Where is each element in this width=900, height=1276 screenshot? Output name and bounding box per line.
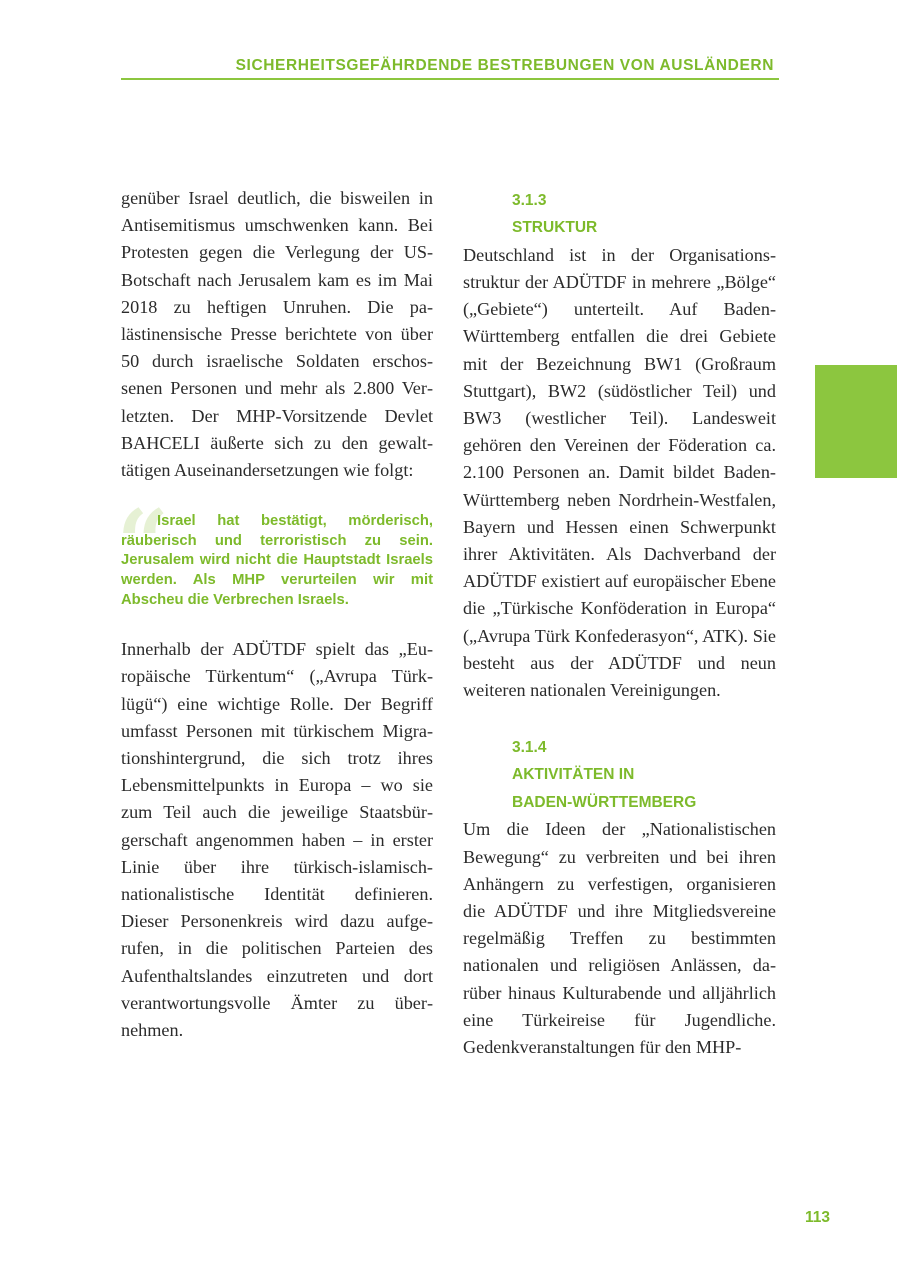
left-column <box>117 185 433 1044</box>
section-number: 3.1.3 <box>512 192 547 209</box>
header-rule <box>121 78 779 80</box>
body-paragraph: genüber Israel deutlich, die bisweilen in Antisemitismus umschwenken kann. Bei Protesten gegen die Verlegung der US-Botschaft nach Jerusalem kam es im Mai 2018 zu heftigen Unruhen. Die palästinensische Presse berichtete von über 50 durch israelische Soldaten erschossenen Personen und mehr als 2.800 Verletzten. Der MHP-Vorsitzende Devlet BAHCELI äußerte sich zu den gewalttätigen Auseinandersetzungen wie folgt: <box>121 188 433 481</box>
section-heading: AKTIVITÄTEN IN <box>512 766 635 784</box>
page-number: 113 <box>804 1209 830 1226</box>
section-heading: BADEN-WÜRTTEMBERG <box>512 793 697 811</box>
pull-quote <box>117 490 433 610</box>
body-paragraph: Um die Ideen der „Nationalistischen Bewegung“ zu verbreiten und bei ihren Anhängern zu verfestigen, organisieren die ADÜTDF und ihre Mitgliedsvereine regelmäßig Treffen zu bestimmten nationalen und religiösen Anlässen, darüber hinaus Kulturabende und alljährlich eine Türkeireise für Jugendliche. Gedenkveranstaltungen für den MHP- <box>463 819 776 1057</box>
section-number: 3.1.4 <box>512 739 547 757</box>
chapter-tab-marker <box>815 365 897 478</box>
body-paragraph: Innerhalb der ADÜTDF spielt das „Europäische Türkentum“ („Avrupa Türklügü“) eine wichtige Rolle. Der Begriff umfasst Personen mit türkischem Migrationshintergrund, die sich trotz ihres Lebensmittelpunkts in Europa – wo sie zum Teil auch die jeweilige Staatsbürgerschaft angenommen haben – in erster Linie über ihre türkisch-islamisch-nationalistische Identität definieren. Dieser Personenkreis wird dazu aufgerufen, in die politischen Parteien des Aufenthaltslandes einzutreten und dort verantwortungsvolle Ämter zu übernehmen. <box>121 639 433 1041</box>
quote-mark-icon: “ <box>117 490 169 597</box>
section-heading: STRUKTUR <box>512 219 598 237</box>
running-header-title: SICHERHEITSGEFÄHRDENDE BESTREBUNGEN VON AUSLÄNDERN <box>235 57 774 74</box>
pull-quote-text: Israel hat bestätigt, mörderisch, räuberisch und terroristisch zu sein. Jerusalem wird nicht die Hauptstadt Israels werden. Als MHP verurteilen wir mit Abscheu die Verbrechen Israels. <box>121 513 433 608</box>
right-column <box>463 185 776 1061</box>
body-paragraph: Deutschland ist in der Organisationsstruktur der ADÜTDF in mehrere „Bölge“ („Gebiete“) unterteilt. Auf Baden-Württemberg entfallen die drei Gebiete mit der Bezeichnung BW1 (Großraum Stuttgart), BW2 (südöstlicher Teil) und BW3 (westlicher Teil). Landesweit gehören den Vereinen der Föderation ca. 2.100 Personen an. Damit bildet Baden-Württemberg neben Nordrhein-Westfalen, Bayern und Hessen einen Schwerpunkt ihrer Aktivitäten. Als Dachverband der ADÜTDF existiert auf europäischer Ebene die „Türkische Konföderation in Europa“ („Avrupa Türk Konfederasyon“, ATK). Sie besteht aus der ADÜTDF und neun weiteren nationalen Vereinigungen. <box>463 244 776 700</box>
